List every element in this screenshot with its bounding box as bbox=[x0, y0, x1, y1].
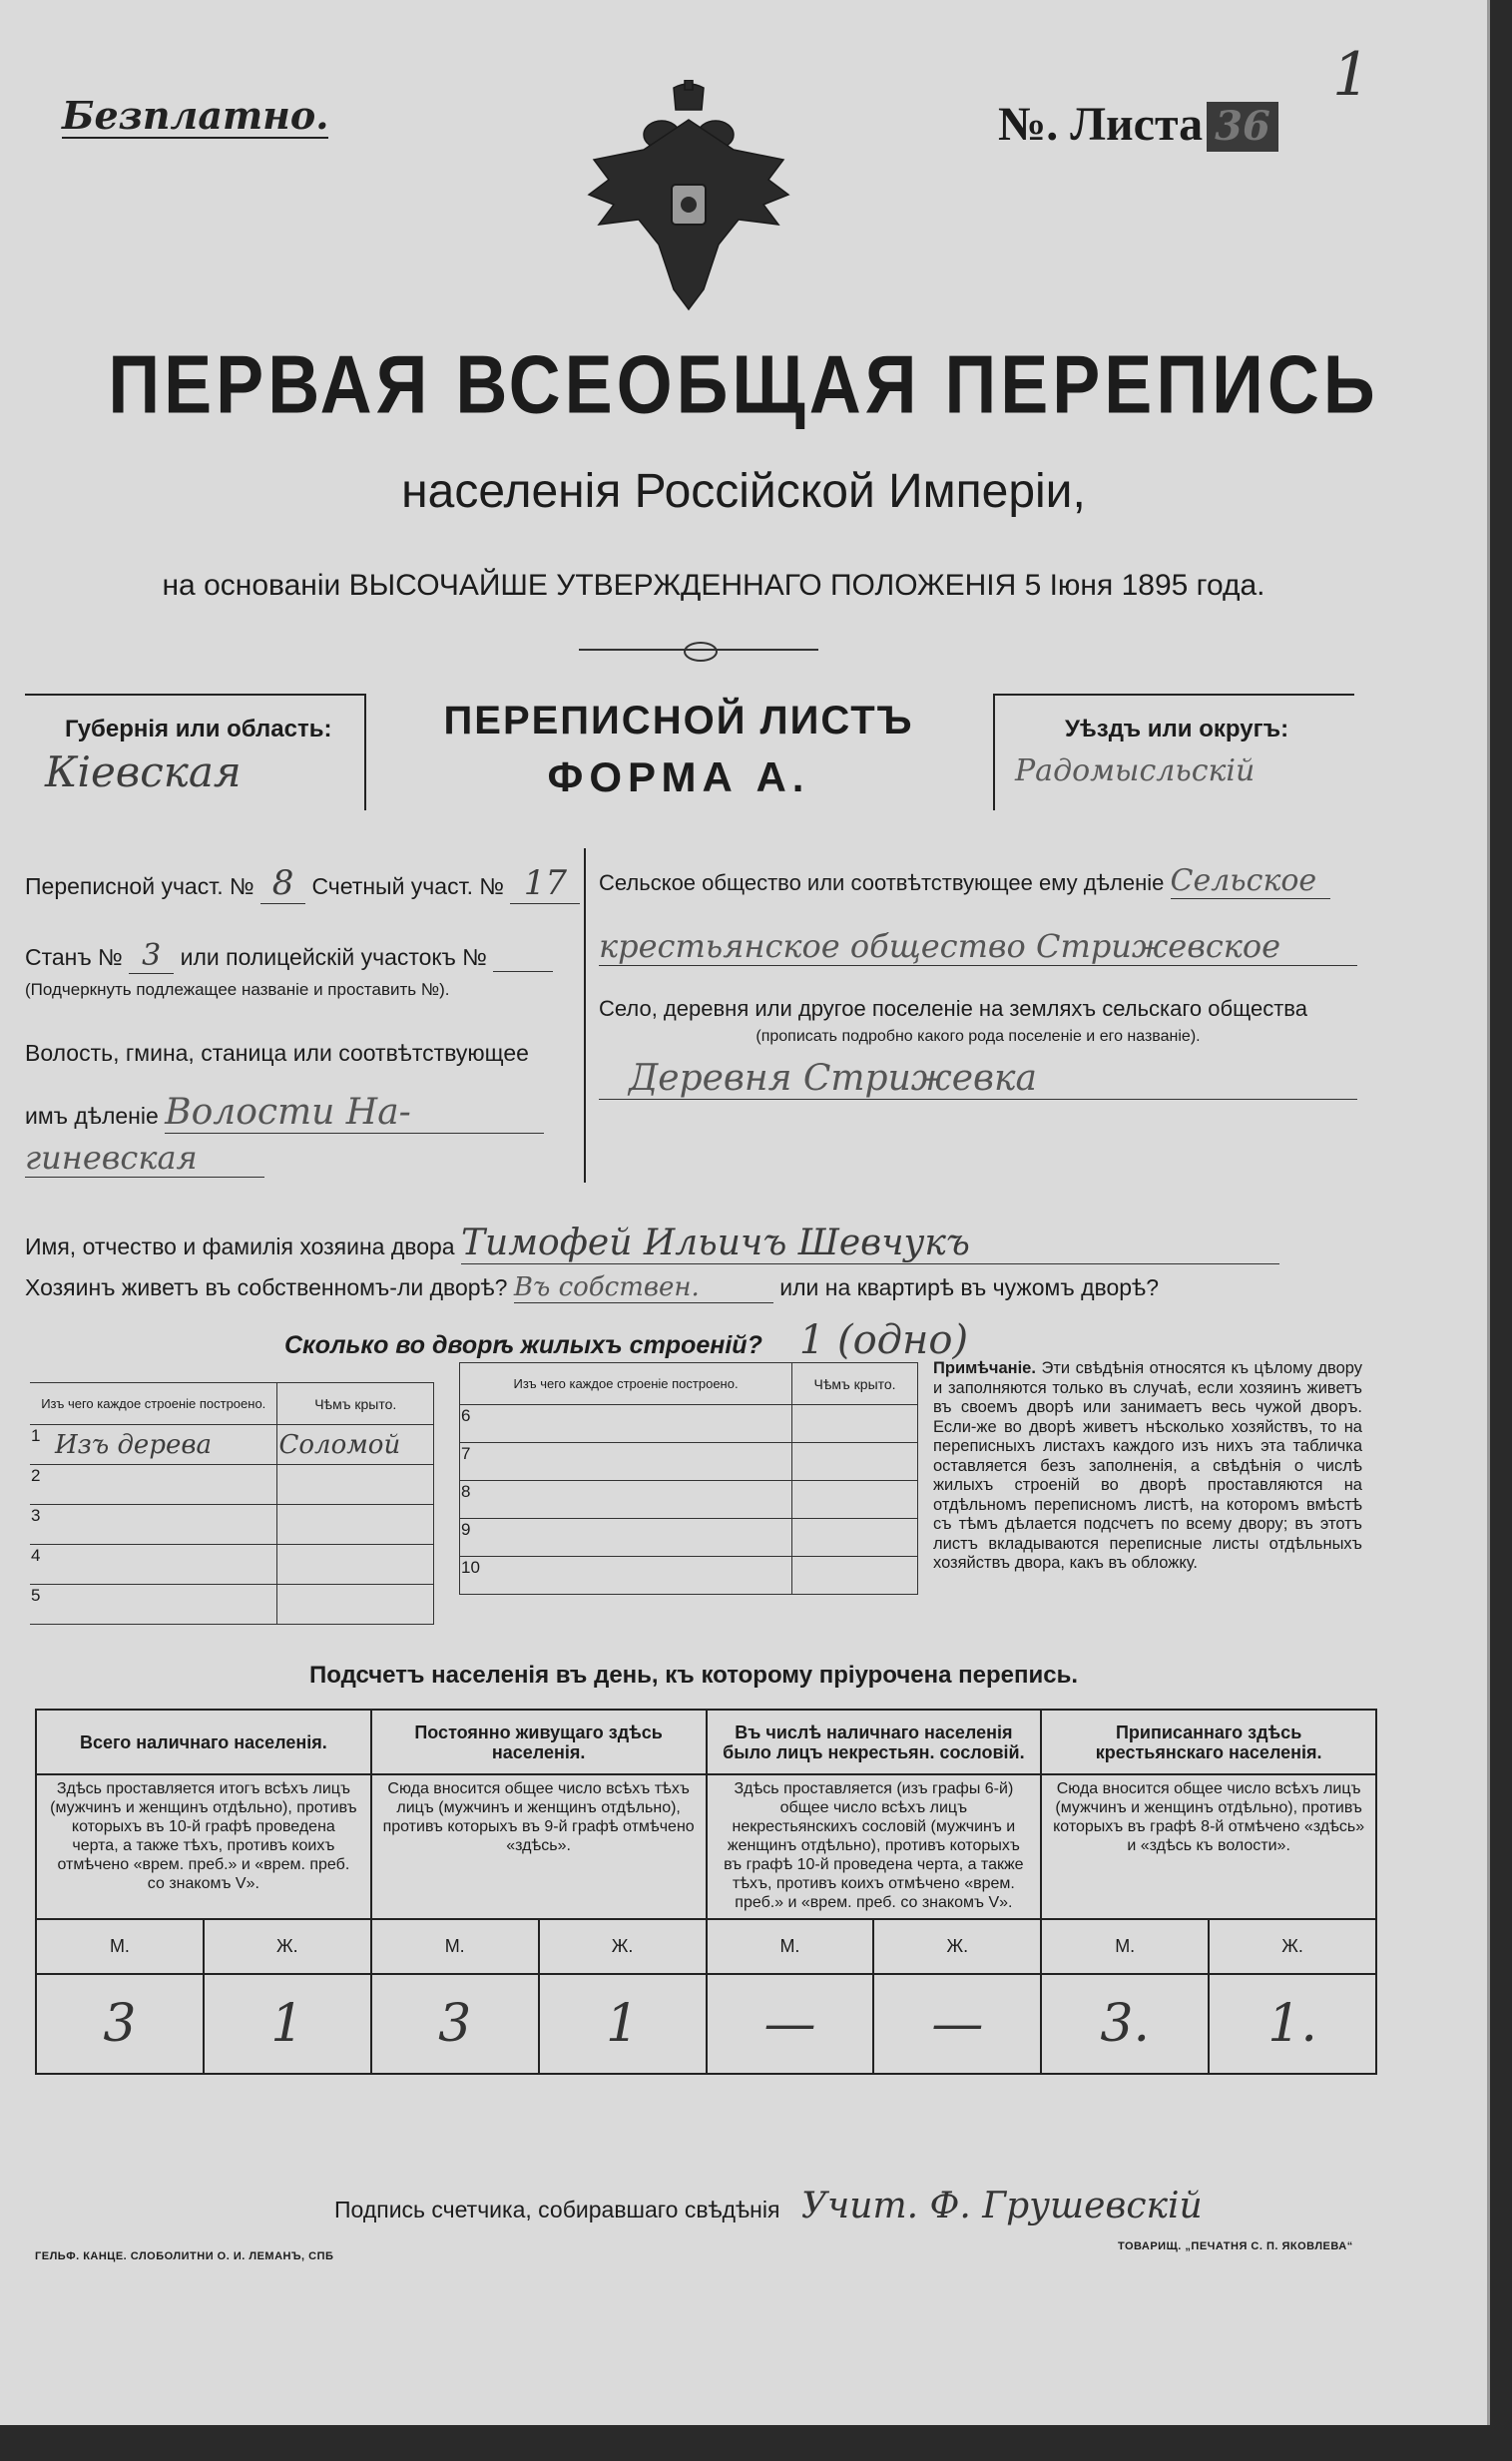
buildings-table-right bbox=[459, 1362, 918, 1595]
male-label: М. bbox=[707, 1919, 874, 1974]
female-count: 1 bbox=[539, 1974, 707, 2074]
owner-rent-label: или на квартирѣ въ чужомъ дворѣ? bbox=[779, 1274, 1159, 1300]
col-roof-header: Чѣмъ крыто. bbox=[277, 1383, 434, 1425]
roof-cell bbox=[277, 1545, 434, 1585]
material-cell bbox=[54, 1465, 277, 1505]
stan-value: 3 bbox=[129, 938, 174, 974]
footer-left: ГЕЛЬФ. КАНЦЕ. СЛОБОЛИТНИ О. И. ЛЕМАНЪ, СПБ bbox=[35, 2250, 334, 2262]
free-label: Безплатно. bbox=[62, 93, 329, 138]
village-label: Село, деревня или другое поселеніе на земляхъ сельскаго общества bbox=[599, 996, 1307, 1021]
male-label: М. bbox=[371, 1919, 539, 1974]
table-row bbox=[30, 1505, 434, 1545]
volost-value-1: Волости На- bbox=[165, 1092, 544, 1134]
material-cell bbox=[484, 1557, 792, 1595]
footer-right: ТОВАРИЩ. „ПЕЧАТНЯ С. П. ЯКОВЛЕВА“ bbox=[1118, 2240, 1353, 2252]
population-column-header: Въ числѣ наличнаго населенія было лицъ некрестьян. сословій. bbox=[707, 1710, 1042, 1774]
material-cell bbox=[54, 1545, 277, 1585]
male-count: 3 bbox=[371, 1974, 539, 2074]
table-row bbox=[30, 1585, 434, 1625]
table-row bbox=[30, 1465, 434, 1505]
row-number: 7 bbox=[460, 1443, 485, 1481]
roof-cell bbox=[277, 1505, 434, 1545]
population-column-desc: Сюда вносится общее число всѣхъ тѣхъ лицъ (мужчинъ и женщинъ отдѣльно), противъ которыхъ въ 9-й графѣ отмѣчено «здѣсь». bbox=[371, 1774, 707, 1919]
society-label: Сельское общество или соотвѣтствующее ему дѣленіе bbox=[599, 870, 1165, 895]
basis-line: на основаніи ВЫСОЧАЙШЕ УТВЕРЖДЕННАГО ПОЛОЖЕНІЯ 5 Іюня 1895 года. bbox=[162, 569, 1265, 602]
owner-name-value: Тимофей Ильичъ Шевчукъ bbox=[461, 1223, 1279, 1264]
row-number: 9 bbox=[460, 1519, 485, 1557]
volost-label-2: имъ дѣленіе bbox=[25, 1103, 159, 1129]
corner-number: 1 bbox=[1332, 40, 1371, 110]
owner-name-label: Имя, отчество и фамилія хозяина двора bbox=[25, 1233, 455, 1259]
table-row bbox=[460, 1557, 918, 1595]
male-label: М. bbox=[1041, 1919, 1209, 1974]
table-row bbox=[460, 1481, 918, 1519]
population-column-desc: Здѣсь проставляется (изъ графы 6-й) общее число всѣхъ лицъ некрестьянскихъ сословій (мужчинъ и женщинъ отдѣльно), противъ которыхъ въ графѣ 10-й проведена черта, а также тѣхъ, противъ коихъ отмѣчено «врем. преб.» и «врем. преб. со знакомъ V». bbox=[707, 1774, 1042, 1919]
female-count: 1. bbox=[1209, 1974, 1376, 2074]
field-divider bbox=[584, 848, 586, 1183]
count-area-value: 17 bbox=[510, 863, 580, 904]
owner-lives-value: Въ собствен. bbox=[514, 1272, 773, 1303]
census-area-value: 8 bbox=[260, 863, 305, 904]
population-column-header: Приписаннаго здѣсь крестьянскаго населенія. bbox=[1041, 1710, 1376, 1774]
gubernia-box bbox=[25, 694, 366, 810]
male-count: 3 bbox=[36, 1974, 204, 2074]
table-row bbox=[460, 1443, 918, 1481]
population-column-header: Постоянно живущаго здѣсь населенія. bbox=[371, 1710, 707, 1774]
note-block bbox=[933, 1359, 1362, 1574]
uezd-label: Уѣздъ или округъ: bbox=[1065, 716, 1289, 742]
sheet-number-label: №. Листа bbox=[998, 98, 1204, 151]
population-column-header: Всего наличнаго населенія. bbox=[36, 1710, 371, 1774]
underline-note: (Подчеркнуть подлежащее названіе и проставить №). bbox=[25, 980, 450, 999]
society-value-1: Сельское bbox=[1171, 863, 1330, 899]
form-title-block bbox=[364, 699, 993, 801]
material-cell bbox=[54, 1505, 277, 1545]
buildings-table-left bbox=[30, 1382, 434, 1625]
row-number: 4 bbox=[30, 1545, 54, 1585]
material-cell: Изъ дерева bbox=[54, 1425, 277, 1465]
imperial-eagle-icon bbox=[584, 80, 793, 314]
row-number: 1 bbox=[30, 1425, 54, 1465]
male-count: — bbox=[707, 1974, 874, 2074]
buildings-value: 1 (одно) bbox=[798, 1317, 969, 1363]
roof-cell bbox=[792, 1481, 918, 1519]
owner-lives-row bbox=[25, 1272, 1362, 1303]
female-label: Ж. bbox=[873, 1919, 1041, 1974]
stan-label: Станъ № bbox=[25, 944, 123, 970]
owner-lives-label: Хозяинъ живетъ въ собственномъ-ли дворѣ? bbox=[25, 1274, 508, 1300]
ornament-center-icon bbox=[684, 642, 718, 662]
village-value: Деревня Стрижевка bbox=[599, 1058, 1357, 1100]
right-fields bbox=[599, 863, 1357, 1100]
signature-label: Подпись счетчика, собиравшаго свѣдѣнія bbox=[334, 2197, 780, 2222]
census-area-label: Переписной участ. № bbox=[25, 873, 254, 899]
police-label: или полицейскій участокъ № bbox=[180, 944, 487, 970]
table-row bbox=[460, 1519, 918, 1557]
male-count: 3. bbox=[1041, 1974, 1209, 2074]
form-title: ПЕРЕПИСНОЙ ЛИСТЪ bbox=[443, 699, 914, 742]
subtitle: населенія Россійской Имперіи, bbox=[401, 465, 1086, 518]
material-cell bbox=[484, 1481, 792, 1519]
roof-cell bbox=[792, 1405, 918, 1443]
left-fields bbox=[25, 863, 569, 1178]
gubernia-value: Кіевская bbox=[45, 747, 242, 796]
count-area-label: Счетный участ. № bbox=[311, 873, 505, 899]
population-table bbox=[35, 1709, 1377, 2075]
signature-value: Учит. Ф. Грушевскій bbox=[800, 2186, 1203, 2226]
row-number: 3 bbox=[30, 1505, 54, 1545]
female-count: — bbox=[873, 1974, 1041, 2074]
col-material-header: Изъ чего каждое строеніе построено. bbox=[460, 1363, 792, 1405]
material-cell bbox=[54, 1585, 277, 1625]
row-number: 10 bbox=[460, 1557, 485, 1595]
row-number: 6 bbox=[460, 1405, 485, 1443]
volost-label-1: Волость, гмина, станица или соотвѣтствующее bbox=[25, 1040, 529, 1066]
roof-cell bbox=[277, 1465, 434, 1505]
population-column-desc: Здѣсь проставляется итогъ всѣхъ лицъ (мужчинъ и женщинъ отдѣльно), противъ которыхъ въ 10-й графѣ проведена черта, а также тѣхъ, противъ коихъ отмѣчено «врем. преб.» и «врем. преб. со знакомъ V». bbox=[36, 1774, 371, 1919]
female-count: 1 bbox=[204, 1974, 371, 2074]
table-row bbox=[30, 1545, 434, 1585]
police-value-line bbox=[493, 944, 553, 972]
form-name: ФОРМА А. bbox=[547, 753, 810, 800]
uezd-box bbox=[993, 694, 1354, 810]
female-label: Ж. bbox=[1209, 1919, 1376, 1974]
material-cell bbox=[484, 1405, 792, 1443]
col-material-header: Изъ чего каждое строеніе построено. bbox=[30, 1383, 277, 1425]
sheet-number bbox=[998, 100, 1278, 152]
note-title: Примѣчаніе. bbox=[933, 1359, 1036, 1377]
owner-name-row bbox=[25, 1223, 1362, 1264]
note-text: Эти свѣдѣнія относятся къ цѣлому двору и заполняются только въ случаѣ, если хозяинъ живетъ въ своемъ дворѣ или занимаетъ весь чужой дворъ. Если-же во дворѣ живетъ нѣсколько хозяйствъ, то на переписныхъ листахъ каждого изъ нихъ эта табличка оставляется безъ заполненія, а свѣдѣнія о числѣ жилыхъ строеній во дворѣ проставляются на отдѣльномъ переписномъ листѣ, на которомъ вмѣстѣ съ тѣмъ дѣлается подсчетъ по всему двору; въ этотъ листъ вкладываются переписные листы отдѣльныхъ хозяйствъ двора, какъ въ обложку. bbox=[933, 1359, 1362, 1572]
uezd-value: Радомысльскій bbox=[1015, 753, 1256, 788]
buildings-label: Сколько во дворѣ жилыхъ строеній? bbox=[284, 1331, 762, 1359]
roof-cell bbox=[277, 1585, 434, 1625]
gubernia-label: Губернія или область: bbox=[65, 716, 332, 742]
sheet-number-value: 36 bbox=[1207, 102, 1278, 152]
roof-cell bbox=[792, 1519, 918, 1557]
population-column-desc: Сюда вносится общее число всѣхъ лицъ (мужчинъ и женщинъ отдѣльно), противъ которыхъ въ графѣ 8-й отмѣчено «здѣсь» и «здѣсь къ волости». bbox=[1041, 1774, 1376, 1919]
material-cell bbox=[484, 1519, 792, 1557]
female-label: Ж. bbox=[539, 1919, 707, 1974]
row-number: 8 bbox=[460, 1481, 485, 1519]
row-number: 5 bbox=[30, 1585, 54, 1625]
roof-cell bbox=[792, 1557, 918, 1595]
table-row bbox=[30, 1425, 434, 1465]
roof-cell: Соломой bbox=[277, 1425, 434, 1465]
society-value-2: крестьянское общество Стрижевское bbox=[599, 927, 1357, 966]
population-title: Подсчетъ населенія въ день, къ которому пріурочена перепись. bbox=[309, 1662, 1078, 1689]
table-row bbox=[460, 1405, 918, 1443]
material-cell bbox=[484, 1443, 792, 1481]
buildings-row bbox=[284, 1317, 1079, 1363]
male-label: М. bbox=[36, 1919, 204, 1974]
village-note: (прописать подробно какого рода поселеніе и его названіе). bbox=[756, 1028, 1201, 1045]
roof-cell bbox=[792, 1443, 918, 1481]
volost-value-2: гиневская bbox=[25, 1139, 264, 1178]
main-title: ПЕРВАЯ ВСЕОБЩАЯ ПЕРЕПИСЬ bbox=[108, 339, 1379, 431]
female-label: Ж. bbox=[204, 1919, 371, 1974]
row-number: 2 bbox=[30, 1465, 54, 1505]
col-roof-header: Чѣмъ крыто. bbox=[792, 1363, 918, 1405]
signature-row bbox=[334, 2186, 1203, 2226]
